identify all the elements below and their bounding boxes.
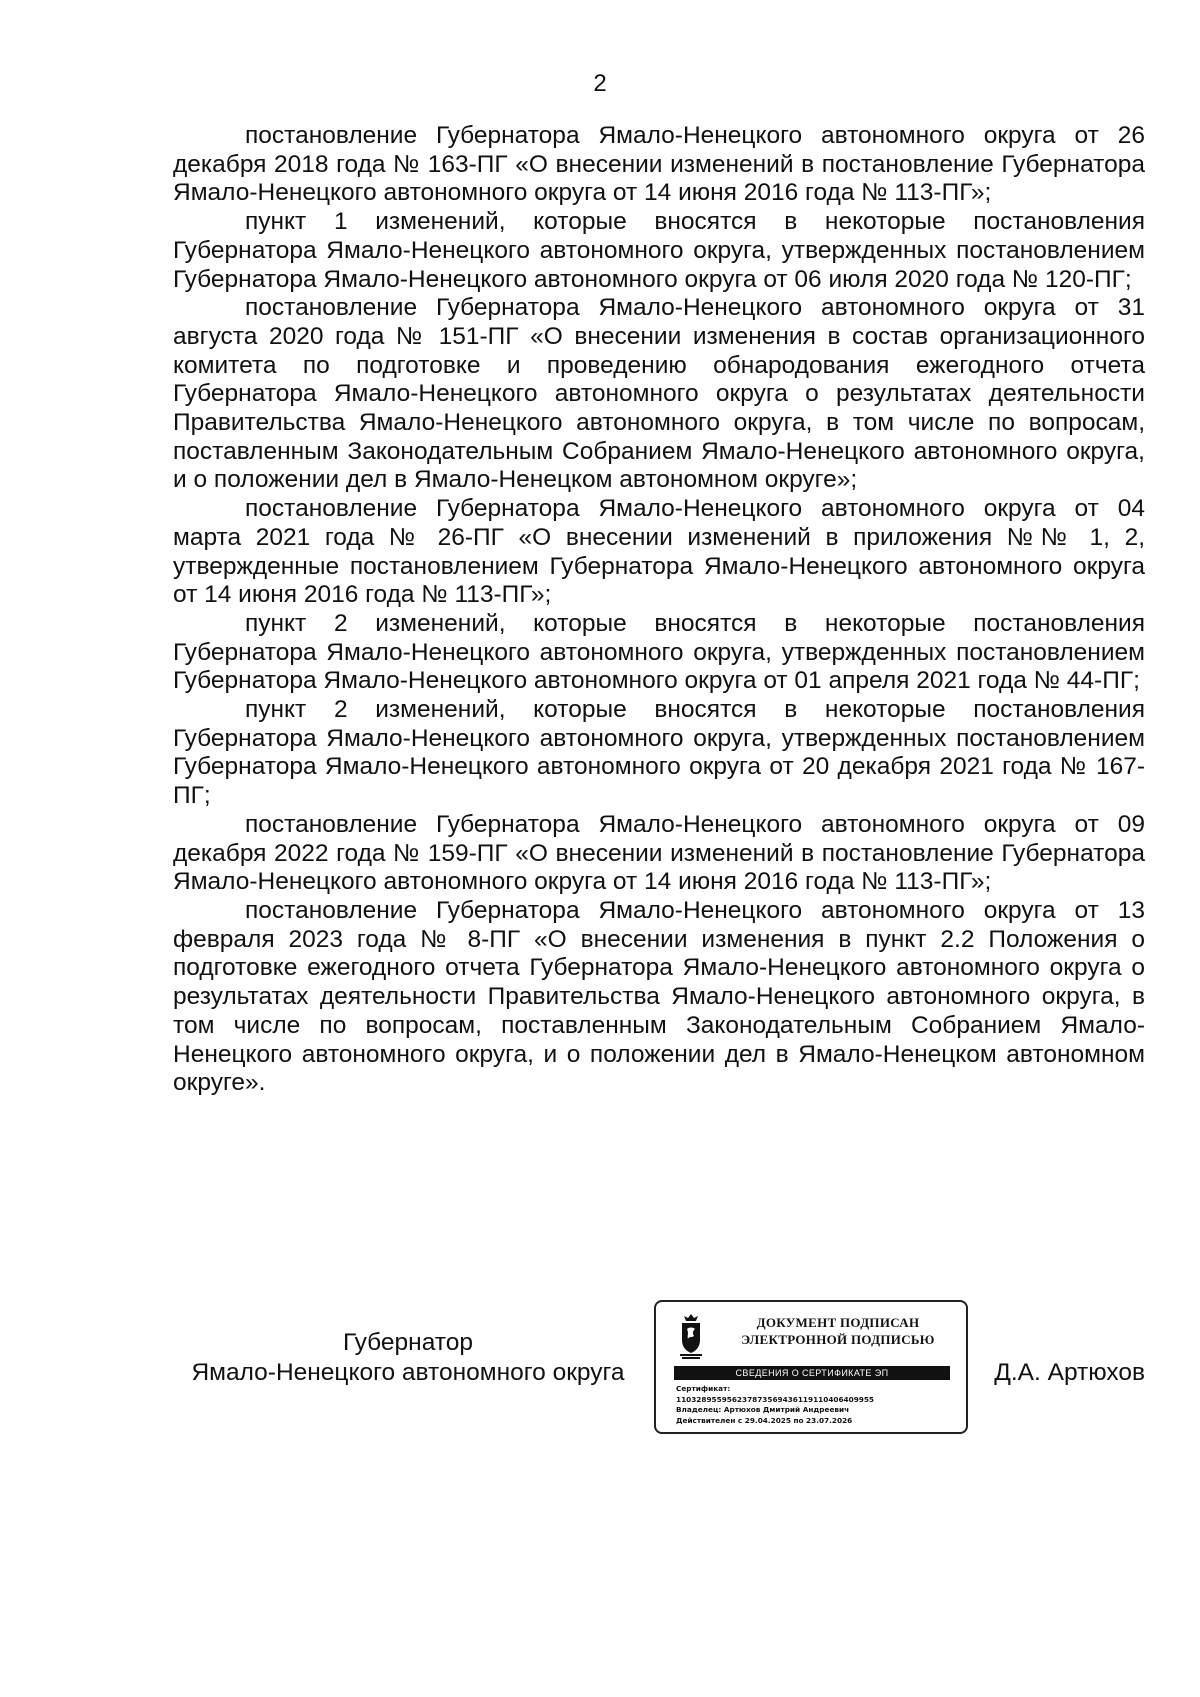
paragraph: пункт 2 изменений, которые вносятся в некоторые постановления Губернатора Ямало-Ненецкого автономного округа, утвержденных постановлением Губернатора Ямало-Ненецкого автономного округа от 01 апреля 2021 года № 44-ПГ; [173,609,1145,695]
stamp-title [718,1314,958,1348]
coat-of-arms-icon [676,1312,706,1360]
position-region: Ямало-Ненецкого автономного округа [191,1359,625,1386]
paragraph: постановление Губернатора Ямало-Ненецкого автономного округа от 04 марта 2021 года № 26-ПГ «О внесении изменений в приложения №№ 1, 2, утвержденные постановлением Губернатора Ямало-Ненецкого автономного округа от 14 июня 2016 года № 113-ПГ»; [173,495,1145,609]
paragraph: постановление Губернатора Ямало-Ненецкого автономного округа от 09 декабря 2022 года № 159-ПГ «О внесении изменений в постановление Губернатора Ямало-Ненецкого автономного округа от 14 июня 2016 года № 113-ПГ»; [173,810,1145,896]
electronic-signature-stamp [654,1300,968,1434]
signatory-name: Д.А. Артюхов [994,1359,1145,1386]
certificate-owner: Владелец: Артюхов Дмитрий Андреевич [676,1405,850,1414]
certificate-number: 110328955956237873569436119110406409955 [676,1394,875,1404]
paragraph: постановление Губернатора Ямало-Ненецкого автономного округа от 31 августа 2020 года № 151-ПГ «О внесении изменения в состав организационного комитета по подготовке и проведению обнародования ежегодного отчета Губернатора Ямало-Ненецкого автономного округа о результатах деятельности Правительства Ямало-Ненецкого автономного округа, в том числе по вопросам, поставленным Законодательным Собранием Ямало-Ненецкого автономного округа, и о положении дел в Ямало-Ненецком автономном округе»; [173,294,1145,494]
paragraph: постановление Губернатора Ямало-Ненецкого автономного округа от 13 февраля 2023 года № 8-ПГ «О внесении изменения в пункт 2.2 Положения о подготовке ежегодного отчета Губернатора Ямало-Ненецкого автономного округа о результатах деятельности Правительства Ямало-Ненецкого автономного округа, в том числе по вопросам, поставленным Законодательным Собранием Ямало-Ненецкого автономного округа, и о положении дел в Ямало-Ненецком автономном округе». [173,896,1145,1097]
certificate-details [676,1384,956,1426]
page-number: 2 [593,70,607,97]
position-title: Губернатор [343,1329,473,1356]
paragraph: пункт 1 изменений, которые вносятся в некоторые постановления Губернатора Ямало-Ненецкого автономного округа, утвержденных постановлением Губернатора Ямало-Ненецкого автономного округа от 06 июля 2020 года № 120-ПГ; [173,208,1145,293]
certificate-info-header: СВЕДЕНИЯ О СЕРТИФИКАТЕ ЭП [674,1366,950,1380]
stamp-title-line: ЭЛЕКТРОННОЙ ПОДПИСЬЮ [741,1332,935,1347]
signatory-position [173,1328,643,1388]
paragraph: пункт 2 изменений, которые вносятся в некоторые постановления Губернатора Ямало-Ненецкого автономного округа, утвержденных постановлением Губернатора Ямало-Ненецкого автономного округа от 20 декабря 2021 года № 167-ПГ; [173,696,1145,810]
paragraph: постановление Губернатора Ямало-Ненецкого автономного округа от 26 декабря 2018 года № 163-ПГ «О внесении изменений в постановление Губернатора Ямало-Ненецкого автономного округа от 14 июня 2016 года № 113-ПГ»; [173,122,1145,207]
signature-block [173,1300,1145,1450]
certificate-label: Сертификат: [676,1384,731,1393]
certificate-validity: Действителен с 29.04.2025 по 23.07.2026 [676,1415,853,1425]
stamp-title-line: ДОКУМЕНТ ПОДПИСАН [756,1315,920,1330]
document-body [173,122,1145,1098]
